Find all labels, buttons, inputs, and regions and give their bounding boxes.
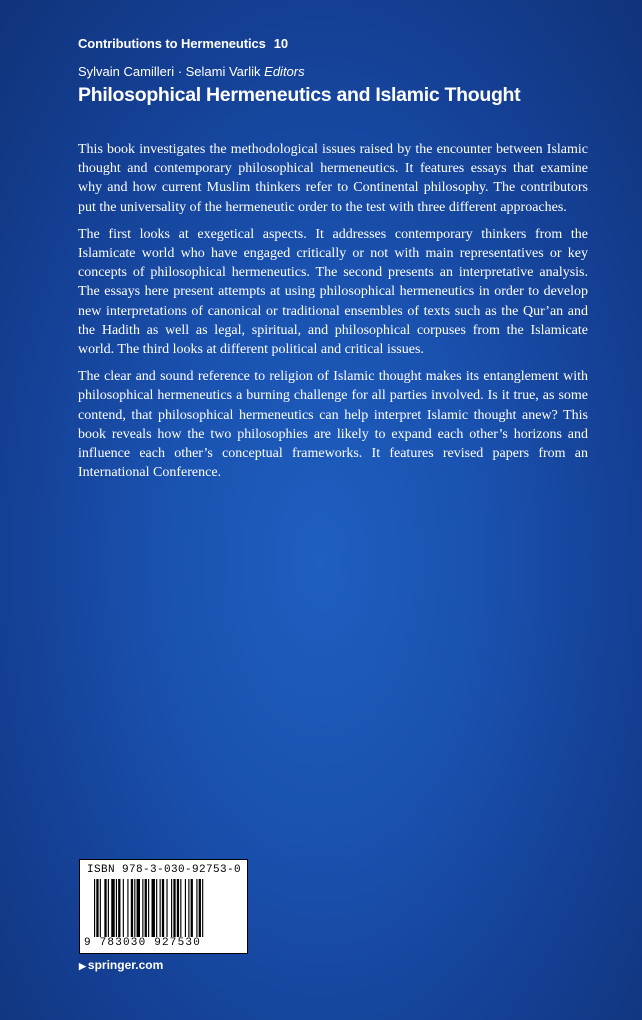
series-name: Contributions to Hermeneutics <box>78 36 266 51</box>
book-description <box>78 140 588 490</box>
barcode-bar <box>100 879 101 937</box>
description-paragraph-1: This book investigates the methodological issues raised by the encounter between Islamic thought and contemporary philosophical hermeneutics. It features essays that examine why and how current Muslim thinkers refer to Continental philosophy. The contributors put the universality of the hermeneutic order to the test with three different approaches. <box>78 142 588 215</box>
editor-names: Sylvain Camilleri · Selami Varlik <box>78 64 261 79</box>
barcode-bar <box>142 879 143 937</box>
barcode-bar <box>160 879 161 937</box>
barcode-bar <box>173 879 175 937</box>
series-number: 10 <box>273 36 289 51</box>
series-line <box>78 36 288 51</box>
barcode-bar <box>191 879 193 937</box>
barcode-bar <box>185 879 186 937</box>
publisher-link[interactable] <box>79 958 163 972</box>
barcode-bar <box>111 879 114 937</box>
publisher-url: springer.com <box>87 958 164 972</box>
barcode-bar <box>123 879 124 937</box>
barcode-bar <box>145 879 147 937</box>
barcode-bar <box>152 879 155 937</box>
barcode-bar <box>94 879 95 937</box>
ean-digits: 9 783030 927530 <box>84 937 202 949</box>
barcode-bar <box>134 879 135 937</box>
barcode-bar <box>177 879 179 937</box>
book-title: Philosophical Hermeneutics and Islamic Thought <box>78 84 521 106</box>
barcode-bar <box>127 879 128 937</box>
barcode-bar <box>162 879 164 937</box>
barcode-bar <box>202 879 203 937</box>
description-paragraph-2: The first looks at exegetical aspects. It addresses contemporary thinkers from the Islamicate world who have engaged critically or not with main representatives or key concepts of philosophical hermeneutics. The second presents an interpretative analysis. The essays here present attempts at using philosophical hermeneutics in order to develop new interpretations of canonical or traditional ensembles of texts such as the Qur’an and the Hadith as well as legal, spiritual, and philosophical corpuses from the Islamicate world. The third looks at different political and critical issues. <box>78 226 588 358</box>
barcode-bar <box>156 879 157 937</box>
editors-role: Editors <box>264 64 305 79</box>
barcode-bars <box>94 879 239 937</box>
description-paragraph-3: The clear and sound reference to religion of Islamic thought makes its entanglement with philosophical hermeneutics a burning challenge for all parties involved. Is it true, as some contend, that philosophical hermeneutics can help interpret Islamic thought anew? This book reveals how the two philosophies are likely to expand each other’s horizons and influence each other’s conceptual frameworks. It features revised papers from an International Conference. <box>78 369 588 481</box>
isbn-label: ISBN 978-3-030-92753-0 <box>87 864 242 876</box>
right-triangle-icon: ▶ <box>79 961 86 971</box>
barcode-bar <box>108 879 109 937</box>
barcode-bar <box>116 879 117 937</box>
barcode-bar <box>188 879 189 937</box>
barcode-bar <box>148 879 149 937</box>
isbn-barcode <box>79 859 248 954</box>
barcode-bar <box>104 879 106 937</box>
barcode-bar <box>137 879 140 937</box>
barcode-bar <box>180 879 181 937</box>
barcode-bar <box>96 879 98 937</box>
barcode-bar <box>118 879 120 937</box>
barcode-bar <box>196 879 197 937</box>
barcode-bar <box>199 879 201 937</box>
barcode-bar <box>171 879 172 937</box>
barcode-bar <box>166 879 167 937</box>
editors-line <box>78 64 305 79</box>
barcode-bar <box>131 879 133 937</box>
